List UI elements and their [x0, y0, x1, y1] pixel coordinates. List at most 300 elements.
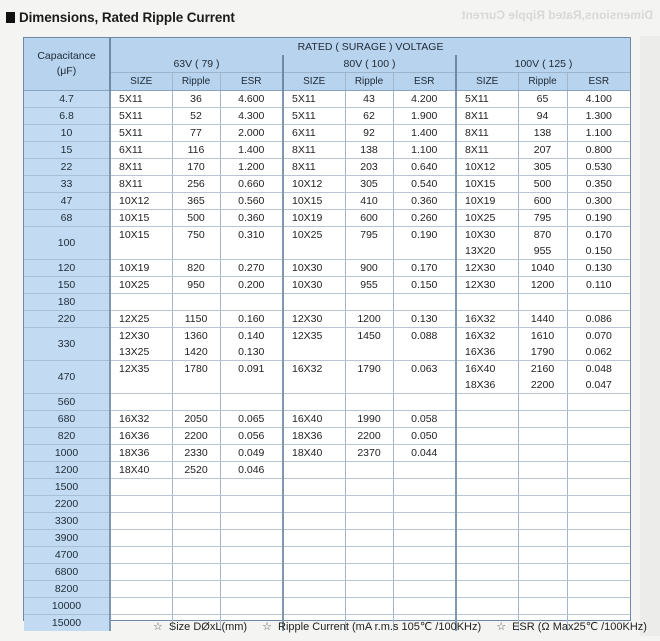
capacitance-cell: 4700 [24, 547, 110, 564]
esr-cell: 0.260 [393, 210, 456, 227]
ripple-cell [345, 598, 393, 615]
capacitance-cell: 2200 [24, 496, 110, 513]
size-cell: 16X32 [283, 361, 345, 378]
esr-cell: 0.050 [393, 428, 456, 445]
esr-cell: 0.130 [393, 311, 456, 328]
size-cell: 18X36 [456, 377, 518, 394]
size-cell: 10X12 [456, 159, 518, 176]
ripple-cell: 600 [345, 210, 393, 227]
dimensions-table [24, 38, 630, 631]
size-cell: 5X11 [110, 91, 172, 108]
esr-cell [567, 547, 630, 564]
esr-cell: 0.063 [393, 361, 456, 378]
size-cell [456, 394, 518, 411]
capacitance-cell: 680 [24, 411, 110, 428]
esr-cell [567, 530, 630, 547]
size-cell: 12X25 [110, 311, 172, 328]
esr-cell: 0.056 [220, 428, 283, 445]
ripple-cell [518, 294, 567, 311]
ripple-cell: 1040 [518, 260, 567, 277]
esr-cell: 1.400 [220, 142, 283, 159]
table-row [24, 344, 630, 361]
esr-cell [220, 243, 283, 260]
esr-cell [393, 294, 456, 311]
size-cell [283, 479, 345, 496]
col-size: SIZE [456, 73, 518, 91]
esr-cell: 0.091 [220, 361, 283, 378]
ripple-cell [345, 581, 393, 598]
ripple-cell: 94 [518, 108, 567, 125]
table-row [24, 328, 630, 345]
esr-cell: 0.270 [220, 260, 283, 277]
ripple-cell: 955 [518, 243, 567, 260]
ripple-cell [518, 513, 567, 530]
capacitance-cell: 330 [24, 328, 110, 361]
esr-cell: 0.560 [220, 193, 283, 210]
size-cell [283, 530, 345, 547]
size-cell: 10X19 [283, 210, 345, 227]
capacitance-cell: 220 [24, 311, 110, 328]
table-row [24, 547, 630, 564]
size-cell [456, 564, 518, 581]
page-title [6, 8, 235, 26]
ripple-cell: 500 [172, 210, 220, 227]
size-cell: 8X11 [456, 142, 518, 159]
ripple-cell: 2330 [172, 445, 220, 462]
capacitance-cell: 33 [24, 176, 110, 193]
table-row [24, 91, 630, 108]
size-cell [283, 513, 345, 530]
table-row [24, 479, 630, 496]
capacitance-cell: 180 [24, 294, 110, 311]
size-cell: 13X25 [110, 344, 172, 361]
capacitance-cell: 1000 [24, 445, 110, 462]
ripple-cell: 900 [345, 260, 393, 277]
esr-cell: 0.640 [393, 159, 456, 176]
ripple-cell [172, 294, 220, 311]
size-cell [283, 344, 345, 361]
esr-cell [567, 564, 630, 581]
esr-cell [393, 530, 456, 547]
esr-cell: 0.047 [567, 377, 630, 394]
size-cell [110, 243, 172, 260]
table-row [24, 462, 630, 479]
col-size: SIZE [110, 73, 172, 91]
page-title-text: Dimensions, Rated Ripple Current [19, 9, 235, 25]
capacitance-cell: 15 [24, 142, 110, 159]
ripple-cell: 92 [345, 125, 393, 142]
table-row [24, 428, 630, 445]
table-row [24, 581, 630, 598]
esr-cell: 4.200 [393, 91, 456, 108]
table-row [24, 411, 630, 428]
ripple-cell: 65 [518, 91, 567, 108]
ripple-cell [172, 377, 220, 394]
table-row [24, 311, 630, 328]
ripple-cell [345, 243, 393, 260]
ripple-cell [518, 428, 567, 445]
esr-cell: 0.350 [567, 176, 630, 193]
ripple-cell [172, 243, 220, 260]
size-cell: 10X25 [456, 210, 518, 227]
ripple-cell [518, 445, 567, 462]
ripple-cell: 2160 [518, 361, 567, 378]
esr-cell [567, 411, 630, 428]
size-cell [110, 294, 172, 311]
esr-cell [567, 479, 630, 496]
ripple-cell [518, 564, 567, 581]
ripple-cell: 2200 [518, 377, 567, 394]
esr-cell [393, 344, 456, 361]
esr-cell: 0.190 [567, 210, 630, 227]
esr-cell [220, 530, 283, 547]
size-cell [283, 394, 345, 411]
size-cell: 16X32 [110, 411, 172, 428]
ripple-cell: 955 [345, 277, 393, 294]
capacitance-cell: 47 [24, 193, 110, 210]
ripple-cell: 1450 [345, 328, 393, 345]
col-size: SIZE [283, 73, 345, 91]
size-cell [456, 598, 518, 615]
capacitance-cell: 100 [24, 227, 110, 260]
ripple-cell: 1790 [518, 344, 567, 361]
footnote-esr: ESR (Ω Max25℃ /100KHz) [512, 621, 647, 633]
esr-cell: 1.100 [567, 125, 630, 142]
size-cell [456, 547, 518, 564]
ripple-cell [345, 564, 393, 581]
page-edge [640, 36, 660, 636]
ripple-cell: 43 [345, 91, 393, 108]
size-cell: 8X11 [283, 159, 345, 176]
size-cell [110, 479, 172, 496]
ripple-cell: 1420 [172, 344, 220, 361]
ripple-cell [172, 564, 220, 581]
ripple-cell [518, 479, 567, 496]
ripple-cell [172, 598, 220, 615]
esr-cell: 0.170 [567, 227, 630, 244]
esr-cell [567, 294, 630, 311]
ripple-cell [345, 513, 393, 530]
ripple-cell [518, 581, 567, 598]
table-row [24, 564, 630, 581]
capacitance-cell: 3900 [24, 530, 110, 547]
col-ripple: Ripple [172, 73, 220, 91]
ripple-cell: 203 [345, 159, 393, 176]
ripple-cell [518, 411, 567, 428]
size-cell: 16X36 [110, 428, 172, 445]
esr-cell: 0.062 [567, 344, 630, 361]
size-cell [110, 547, 172, 564]
esr-cell [220, 394, 283, 411]
esr-cell: 1.200 [220, 159, 283, 176]
size-cell: 5X11 [110, 125, 172, 142]
ripple-cell: 1200 [345, 311, 393, 328]
table-row [24, 142, 630, 159]
table-row [24, 361, 630, 378]
star-icon: ☆ [262, 621, 273, 633]
ripple-cell: 116 [172, 142, 220, 159]
capacitance-cell: 6.8 [24, 108, 110, 125]
capacitance-cell: 3300 [24, 513, 110, 530]
capacitance-cell: 10000 [24, 598, 110, 615]
esr-cell [220, 598, 283, 615]
ripple-cell: 2370 [345, 445, 393, 462]
capacitance-cell: 10 [24, 125, 110, 142]
esr-cell: 0.058 [393, 411, 456, 428]
mirrored-bleedthrough-title: Dimensions,Rated Ripple Current [461, 8, 653, 22]
ripple-cell: 795 [518, 210, 567, 227]
table-row [24, 530, 630, 547]
ripple-cell: 207 [518, 142, 567, 159]
esr-cell: 0.044 [393, 445, 456, 462]
ripple-cell [172, 394, 220, 411]
esr-cell [393, 496, 456, 513]
size-cell: 8X11 [283, 142, 345, 159]
table-row [24, 243, 630, 260]
esr-cell [393, 513, 456, 530]
esr-cell: 0.150 [393, 277, 456, 294]
ripple-cell [345, 377, 393, 394]
ripple-cell: 256 [172, 176, 220, 193]
table-row [24, 159, 630, 176]
size-cell: 5X11 [110, 108, 172, 125]
ripple-cell: 2520 [172, 462, 220, 479]
ripple-cell: 1990 [345, 411, 393, 428]
size-cell: 5X11 [283, 91, 345, 108]
size-cell [283, 598, 345, 615]
ripple-cell [518, 496, 567, 513]
esr-cell: 0.160 [220, 311, 283, 328]
ripple-cell: 820 [172, 260, 220, 277]
table-row [24, 277, 630, 294]
size-cell [283, 294, 345, 311]
size-cell: 18X36 [110, 445, 172, 462]
table-row [24, 445, 630, 462]
esr-cell: 1.400 [393, 125, 456, 142]
esr-cell: 0.540 [393, 176, 456, 193]
ripple-cell [172, 547, 220, 564]
capacitance-cell: 120 [24, 260, 110, 277]
ripple-cell: 500 [518, 176, 567, 193]
size-cell: 10X25 [110, 277, 172, 294]
esr-cell [393, 547, 456, 564]
ripple-cell: 36 [172, 91, 220, 108]
size-cell [456, 496, 518, 513]
table-row [24, 193, 630, 210]
table-footnote [153, 620, 647, 633]
esr-cell: 0.660 [220, 176, 283, 193]
col-esr: ESR [567, 73, 630, 91]
esr-cell: 1.300 [567, 108, 630, 125]
ripple-cell: 170 [172, 159, 220, 176]
capacitance-cell: 150 [24, 277, 110, 294]
esr-cell [220, 496, 283, 513]
esr-cell [393, 581, 456, 598]
size-cell [456, 462, 518, 479]
esr-cell [567, 462, 630, 479]
esr-cell [393, 564, 456, 581]
table-row [24, 260, 630, 277]
size-cell [110, 598, 172, 615]
size-cell: 12X30 [456, 277, 518, 294]
size-cell: 10X19 [456, 193, 518, 210]
esr-cell: 0.086 [567, 311, 630, 328]
capacitance-cell: 6800 [24, 564, 110, 581]
ripple-cell [518, 394, 567, 411]
size-cell: 13X20 [456, 243, 518, 260]
table-row [24, 227, 630, 244]
size-cell: 18X40 [283, 445, 345, 462]
esr-cell [220, 513, 283, 530]
esr-cell: 0.110 [567, 277, 630, 294]
esr-cell [567, 513, 630, 530]
size-cell [456, 513, 518, 530]
size-cell: 18X36 [283, 428, 345, 445]
ripple-cell [345, 479, 393, 496]
col-ripple: Ripple [518, 73, 567, 91]
esr-cell: 1.100 [393, 142, 456, 159]
size-cell [456, 411, 518, 428]
size-cell: 10X30 [283, 277, 345, 294]
size-cell [283, 581, 345, 598]
capacitance-unit: (μF) [56, 65, 77, 77]
capacitance-label: Capacitance [37, 50, 96, 62]
ripple-cell [518, 598, 567, 615]
size-cell: 10X25 [283, 227, 345, 244]
size-cell [456, 479, 518, 496]
ripple-cell: 1360 [172, 328, 220, 345]
table-row [24, 513, 630, 530]
ripple-cell [345, 547, 393, 564]
ripple-cell: 750 [172, 227, 220, 244]
ripple-cell [518, 547, 567, 564]
size-cell: 10X12 [283, 176, 345, 193]
esr-cell [567, 581, 630, 598]
esr-cell: 0.048 [567, 361, 630, 378]
size-cell [456, 530, 518, 547]
ripple-cell [345, 496, 393, 513]
size-cell: 12X30 [283, 311, 345, 328]
size-cell: 16X32 [456, 328, 518, 345]
size-cell [110, 513, 172, 530]
capacitance-header [24, 38, 110, 91]
ripple-cell: 600 [518, 193, 567, 210]
capacitance-cell: 68 [24, 210, 110, 227]
col-esr: ESR [220, 73, 283, 91]
capacitance-cell: 8200 [24, 581, 110, 598]
esr-cell: 0.150 [567, 243, 630, 260]
size-cell [110, 581, 172, 598]
size-cell: 16X36 [456, 344, 518, 361]
esr-cell: 0.310 [220, 227, 283, 244]
esr-cell: 0.200 [220, 277, 283, 294]
footnote-ripple: Ripple Current (mA r.m.s 105℃ /100KHz) [278, 621, 482, 633]
table-row [24, 294, 630, 311]
size-cell [110, 530, 172, 547]
size-cell: 10X30 [456, 227, 518, 244]
ripple-cell: 2200 [172, 428, 220, 445]
esr-cell: 4.300 [220, 108, 283, 125]
ripple-cell: 950 [172, 277, 220, 294]
ripple-cell [172, 496, 220, 513]
ripple-cell: 52 [172, 108, 220, 125]
esr-cell [567, 394, 630, 411]
capacitance-cell: 820 [24, 428, 110, 445]
size-cell: 5X11 [283, 108, 345, 125]
esr-cell [567, 445, 630, 462]
size-cell: 10X30 [283, 260, 345, 277]
ripple-cell: 1610 [518, 328, 567, 345]
ripple-cell: 305 [518, 159, 567, 176]
ripple-cell: 1790 [345, 361, 393, 378]
size-cell [283, 564, 345, 581]
table-row [24, 125, 630, 142]
esr-cell [393, 394, 456, 411]
esr-cell: 0.170 [393, 260, 456, 277]
table-row [24, 598, 630, 615]
ripple-cell [172, 479, 220, 496]
size-cell [456, 581, 518, 598]
size-cell: 8X11 [456, 108, 518, 125]
esr-cell: 0.130 [220, 344, 283, 361]
esr-cell [393, 462, 456, 479]
esr-cell [567, 428, 630, 445]
size-cell [456, 294, 518, 311]
rated-voltage-header: RATED ( SURAGE ) VOLTAGE [110, 38, 630, 55]
ripple-cell [518, 462, 567, 479]
size-cell [110, 377, 172, 394]
esr-cell [220, 564, 283, 581]
size-cell [283, 243, 345, 260]
table-row [24, 377, 630, 394]
ripple-cell [172, 530, 220, 547]
size-cell: 16X40 [283, 411, 345, 428]
star-icon: ☆ [153, 621, 163, 633]
ripple-cell: 795 [345, 227, 393, 244]
esr-cell: 0.130 [567, 260, 630, 277]
table-row [24, 108, 630, 125]
size-cell [283, 496, 345, 513]
ripple-cell [172, 581, 220, 598]
esr-cell [393, 243, 456, 260]
size-cell: 12X30 [110, 328, 172, 345]
ripple-cell [518, 530, 567, 547]
size-cell [456, 445, 518, 462]
table-row [24, 496, 630, 513]
capacitance-cell: 470 [24, 361, 110, 394]
ripple-cell [345, 294, 393, 311]
size-cell [283, 547, 345, 564]
col-esr: ESR [393, 73, 456, 91]
esr-cell: 0.065 [220, 411, 283, 428]
star-icon: ☆ [496, 621, 507, 633]
esr-cell: 2.000 [220, 125, 283, 142]
esr-cell [393, 598, 456, 615]
footnote-size: Size DØxL(mm) [168, 621, 248, 633]
ripple-cell [345, 530, 393, 547]
esr-cell: 0.049 [220, 445, 283, 462]
size-cell [110, 496, 172, 513]
capacitance-cell: 15000 [24, 615, 110, 632]
size-cell: 6X11 [110, 142, 172, 159]
esr-cell [220, 547, 283, 564]
table-row [24, 210, 630, 227]
ripple-cell: 1780 [172, 361, 220, 378]
ripple-cell [345, 344, 393, 361]
size-cell: 10X19 [110, 260, 172, 277]
size-cell: 8X11 [456, 125, 518, 142]
esr-cell [220, 294, 283, 311]
